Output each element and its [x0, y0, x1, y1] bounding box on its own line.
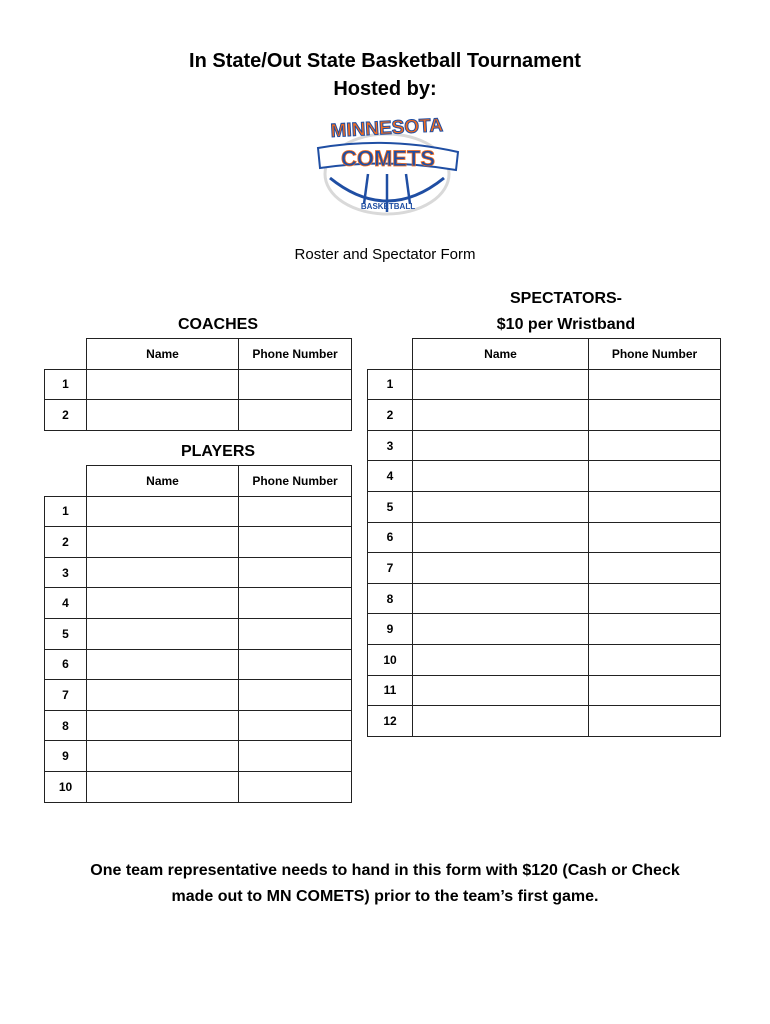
name-field[interactable] — [87, 680, 239, 711]
name-field[interactable] — [87, 618, 239, 649]
wristband-price: $10 per Wristband — [496, 316, 636, 333]
row-number: 2 — [45, 400, 87, 431]
table-row — [368, 583, 721, 614]
table-row — [45, 710, 352, 741]
phone-field[interactable] — [239, 369, 352, 400]
phone-field[interactable] — [239, 741, 352, 772]
row-number: 4 — [45, 588, 87, 619]
name-field[interactable] — [413, 583, 589, 614]
table-row — [45, 771, 352, 802]
phone-field[interactable] — [239, 649, 352, 680]
name-field[interactable] — [413, 491, 589, 522]
table-row — [368, 644, 721, 675]
table-row — [45, 680, 352, 711]
row-number-header — [368, 339, 413, 370]
table-row — [368, 675, 721, 706]
table-row — [45, 527, 352, 558]
name-field[interactable] — [413, 522, 589, 553]
form-subtitle: Roster and Spectator Form — [294, 246, 476, 263]
svg-text:BASKETBALL: BASKETBALL — [360, 202, 416, 211]
players-heading: PLAYERS — [180, 443, 256, 460]
table-row — [368, 400, 721, 431]
svg-text:MINNESOTA: MINNESOTA — [330, 115, 444, 142]
name-field[interactable] — [87, 741, 239, 772]
name-field[interactable] — [413, 644, 589, 675]
name-field[interactable] — [413, 461, 589, 492]
name-column-header: Name — [87, 339, 239, 370]
name-field[interactable] — [413, 614, 589, 645]
phone-field[interactable] — [589, 461, 721, 492]
name-field[interactable] — [87, 400, 239, 431]
payment-instructions — [40, 858, 730, 910]
phone-field[interactable] — [589, 706, 721, 737]
name-column-header: Name — [87, 466, 239, 497]
spectators-heading: SPECTATORS- — [509, 290, 622, 307]
table-row — [368, 553, 721, 584]
phone-field[interactable] — [239, 527, 352, 558]
table-row — [368, 522, 721, 553]
name-field[interactable] — [87, 369, 239, 400]
coaches-heading: COACHES — [177, 316, 258, 333]
table-row — [368, 614, 721, 645]
table-row — [368, 491, 721, 522]
row-number: 2 — [45, 527, 87, 558]
name-field[interactable] — [87, 527, 239, 558]
payment-instructions-line2: made out to MN COMETS) prior to the team’s first game. — [171, 888, 599, 905]
spectators-table — [367, 338, 721, 737]
phone-field[interactable] — [589, 491, 721, 522]
phone-field[interactable] — [589, 369, 721, 400]
row-number: 8 — [368, 583, 413, 614]
payment-instructions-line1: One team representative needs to hand in this form with $120 (Cash or Check — [90, 862, 680, 879]
row-number: 6 — [45, 649, 87, 680]
phone-field[interactable] — [589, 644, 721, 675]
hosted-by-label: Hosted by: — [333, 78, 437, 100]
phone-field[interactable] — [589, 400, 721, 431]
row-number: 3 — [45, 557, 87, 588]
row-number: 1 — [45, 369, 87, 400]
name-field[interactable] — [413, 369, 589, 400]
row-number: 12 — [368, 706, 413, 737]
name-field[interactable] — [413, 675, 589, 706]
name-field[interactable] — [87, 588, 239, 619]
row-number: 2 — [368, 400, 413, 431]
name-field[interactable] — [87, 710, 239, 741]
phone-column-header: Phone Number — [589, 339, 721, 370]
row-number: 4 — [368, 461, 413, 492]
phone-field[interactable] — [239, 618, 352, 649]
row-number: 7 — [368, 553, 413, 584]
phone-field[interactable] — [589, 614, 721, 645]
table-row — [368, 430, 721, 461]
table-row — [45, 369, 352, 400]
phone-column-header: Phone Number — [239, 466, 352, 497]
table-row — [45, 588, 352, 619]
coaches-table — [44, 338, 352, 431]
row-number: 6 — [368, 522, 413, 553]
row-number: 1 — [45, 496, 87, 527]
phone-field[interactable] — [239, 496, 352, 527]
row-number-header — [45, 339, 87, 370]
name-field[interactable] — [413, 553, 589, 584]
phone-field[interactable] — [239, 710, 352, 741]
phone-column-header: Phone Number — [239, 339, 352, 370]
row-number: 1 — [368, 369, 413, 400]
table-row — [368, 369, 721, 400]
table-row — [45, 400, 352, 431]
row-number: 5 — [368, 491, 413, 522]
name-column-header: Name — [413, 339, 589, 370]
row-number: 7 — [45, 680, 87, 711]
row-number: 5 — [45, 618, 87, 649]
name-field[interactable] — [87, 557, 239, 588]
svg-text:COMETS: COMETS — [340, 146, 436, 171]
name-field[interactable] — [87, 771, 239, 802]
row-number: 8 — [45, 710, 87, 741]
name-field[interactable] — [87, 649, 239, 680]
phone-field[interactable] — [589, 583, 721, 614]
table-row — [368, 706, 721, 737]
row-number: 3 — [368, 430, 413, 461]
phone-field[interactable] — [239, 680, 352, 711]
phone-field[interactable] — [589, 675, 721, 706]
row-number: 10 — [45, 771, 87, 802]
minnesota-comets-logo — [308, 112, 466, 216]
phone-field[interactable] — [239, 400, 352, 431]
name-field[interactable] — [413, 400, 589, 431]
row-number: 9 — [368, 614, 413, 645]
row-number: 10 — [368, 644, 413, 675]
row-number: 11 — [368, 675, 413, 706]
table-row — [45, 496, 352, 527]
form-title: In State/Out State Basketball Tournament — [189, 50, 581, 72]
name-field[interactable] — [413, 706, 589, 737]
table-row — [368, 461, 721, 492]
phone-field[interactable] — [239, 557, 352, 588]
phone-field[interactable] — [589, 430, 721, 461]
phone-field[interactable] — [239, 588, 352, 619]
phone-field[interactable] — [589, 522, 721, 553]
table-row — [45, 618, 352, 649]
table-row — [45, 557, 352, 588]
row-number: 9 — [45, 741, 87, 772]
row-number-header — [45, 466, 87, 497]
phone-field[interactable] — [239, 771, 352, 802]
players-table — [44, 465, 352, 803]
phone-field[interactable] — [589, 553, 721, 584]
name-field[interactable] — [87, 496, 239, 527]
table-row — [45, 741, 352, 772]
name-field[interactable] — [413, 430, 589, 461]
table-row — [45, 649, 352, 680]
